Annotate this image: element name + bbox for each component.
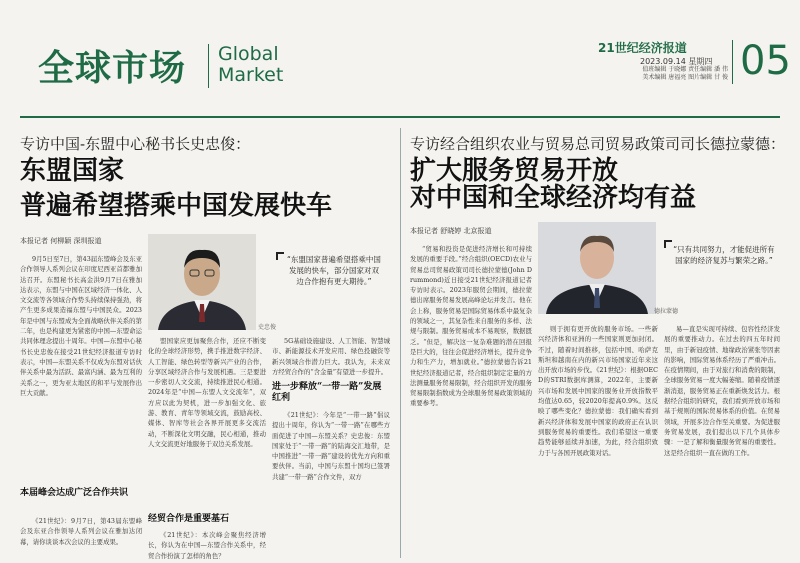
left-col1-text: 9月5日至7日，第43届东盟峰会及东亚合作领导人系列会议在印度尼西亚首都雅加达召开。东盟秘书长高金洪9月7日在雅加达表示，东盟与中国在区域经济一体化、人文交流等各领域合作势头持续保持强劲，将产生更多成果造福东盟与中国民众。2023年是中国与东盟成为全面战略伙伴关系的第二年，也是构建更为紧密的中国—东盟命运共同体理念提出十周年。中国—东盟中心秘书长史忠俊在接受21世纪经济报道专访时表示，中国—东盟关系不仅成为东盟对话伙伴关系中最为活跃、最富内涵、最为互利的关系之一，更为亚太地区的和平与发展作出巨大贡献。 [20, 255, 142, 397]
left-headline-line2: 普遍希望搭乘中国发展快车 [20, 191, 333, 221]
left-headline-line1: 东盟国家 [20, 156, 125, 186]
left-byline: 本报记者 何柳颖 深圳报道 [20, 237, 102, 245]
editor-credits-line2: 美术编辑 唐福亮 图片编辑 甘 俊 [642, 74, 728, 81]
page-number-divider [732, 40, 733, 84]
section-title-en [218, 44, 283, 86]
masthead [0, 0, 800, 118]
section-title: 全球市场 [38, 48, 187, 89]
left-col2-text: 盟国家应更加聚焦合作，还应不断变化的全球经济形势，携手推进数字经济、人工智能、绿色转型等新兴产业的合作，分享区域经济合作与发展机遇。三是要进一步密切人文交流，持续推进民心相通。2024年是“中国—东盟人文交流年”，双方应以此为契机，进一步加强文化、旅游、教育、青年等领域交流，鼓励高校、媒体、智库等社会各界开展更多交流活动，不断深化文明交融，民心相通，推动人文交流更好地服务于双边关系发展。 [148, 337, 266, 448]
portrait-illustration-icon [148, 234, 256, 330]
right-headline-line2: 对中国和全球经济均有益 [410, 183, 697, 213]
editor-credits-line1: 值班编辑 于晓娜 责任编辑 潘 伟 [642, 66, 728, 73]
masthead-rule [20, 116, 780, 118]
page-number: 05 [740, 38, 791, 84]
right-byline: 本报记者 舒晓婷 北京报道 [410, 227, 492, 235]
right-headline-line1: 扩大服务贸易开放 [410, 156, 619, 186]
right-col1-text: “贸易和投资是促进经济增长和可持续发展的重要手段。”经合组织(OECD)农业与贸易总司贸易政策司司长德拉蒙德(John Drummond)近日接受21世纪经济报道记者专访时表示。2023年服贸会期间，德拉蒙德出席服务贸易发展高峰论坛并发言。他在会上称，服务贸易是国际贸易体系中最复杂的领域之一，其复杂性来自服务的多样、法规与限制。服务贸易成本不易观察，数据匮乏。“但是，解决这一复杂难题的潜在回报是巨大的，往往会促进经济增长，提升竞争力和生产力，增加就业。”德拉蒙德告诉21世纪经济报道记者，经合组织制定定量的方法测量服务贸易限制，经合组织开发的服务贸易限制指数成为全球服务贸易政策领域的重要参考。 [410, 245, 532, 408]
left-col2-text2: 《21世纪》：本次峰会聚焦经济增长，你认为在中国—东盟合作关系中，经贸合作扮演了怎样的角色？ [148, 531, 266, 560]
editor-credits [600, 66, 728, 82]
paper-name: 21世纪经济报道 [598, 41, 687, 55]
masthead-divider [208, 44, 209, 88]
right-photo-caption: 德拉蒙德 [654, 308, 679, 315]
column-divider [400, 128, 401, 558]
left-photo-caption: 史忠俊 [258, 324, 277, 331]
right-col3-text: 易—直是实现可持续、包容性经济发展的重要推动力。在过去的四五年时间里，由于新冠疫情、地缘政治紧张等因素的影响，国际贸易体系经历了严重冲击。在疫情期间，由于对旅行和消费的限制，全球服务贸易一度大幅萎缩。随着疫情逐渐消退，服务贸易正在重新焕发活力。根据经合组织的研究，我们看到开放市场和基于规则的国际贸易体系的价值。在贸易领域，开展多边合作至关重要。为促进服务贸易发展，我们提出以下几个具体步骤：一是了解和衡量服务贸易的重要性。这是经合组织一直在做的工作。 [664, 325, 780, 457]
right-portrait-photo [538, 222, 656, 314]
issue-date: 2023.09.14 星期四 [640, 57, 713, 66]
left-quote-mark-icon [276, 252, 284, 260]
section-title-en-line2: Market [218, 64, 284, 86]
left-kicker: 专访中国-东盟中心秘书长史忠俊： [20, 135, 251, 153]
left-col1-text2: 《21世纪》：9月7日，第43届东盟峰会及东亚合作领导人系列会议在雅加达闭幕，请你谈谈本次会议的主要成果。 [20, 517, 142, 546]
left-col3-text2: 《21世纪》：今年是“一带一路”倡议提出十周年，你认为“一带一路”在哪些方面促进了中国—东盟关系？史忠俊：东盟国家处于“一带一路”的陆海交汇地带，是中国推进“一带一路”建设的优先方向和重要伙伴。当前，中国与东盟十国均已签署共建“一带一路”合作文件，双方 [272, 411, 390, 481]
section-title-en-line1: Global [218, 43, 279, 65]
left-portrait-photo [148, 234, 256, 330]
portrait-illustration-icon [538, 222, 656, 314]
right-quote-mark-icon [664, 240, 672, 248]
left-col1-subhead: 本届峰会达成广泛合作共识 [20, 488, 129, 498]
right-pull-quote: “只有共同努力，才能促进所有国家的经济复苏与繁荣之路。” [673, 245, 775, 265]
left-col2-subhead: 经贸合作是重要基石 [148, 514, 230, 524]
right-col2-text: 则于拥有更开放的服务市场。一些新兴经济体和亚洲的一些国家则更加封闭。不过，随着时间推移，包括中国、哈萨克斯坦和越南在内的新兴市场国家近年来这出开放市场的步伐。《21世纪》：根据OECD的STRI数据库测算，2022年，主要新兴市场和发展中国家的服务业开放指数平均值达0.65，较2020年提高0.9%。这反映了哪些变化？德拉蒙德：我们确实看到新兴经济体和发展中国家的政府正在认识到服务贸易的重要性。我们希望这一重要趋势能够延续并加速，为此，经合组织致力于与各国开展政策对话。 [538, 325, 658, 457]
left-pull-quote: “东盟国家普遍希望搭乘中国发展的快车，部分国家对双边合作抱有更大期待。” [287, 255, 381, 286]
right-kicker: 专访经合组织农业与贸易总司贸易政策司司长德拉蒙德： [410, 135, 786, 153]
left-col3-text: 5G基础设施建设、人工智能、智慧城市、新能源技术开发应用、绿色投融资等新兴领域合作潜力巨大。我认为，未来双方经贸合作的“含金量”有望进一步提升。 [272, 337, 390, 376]
left-col3-subhead: 进一步释放“一带一路”发展红利 [272, 382, 382, 403]
